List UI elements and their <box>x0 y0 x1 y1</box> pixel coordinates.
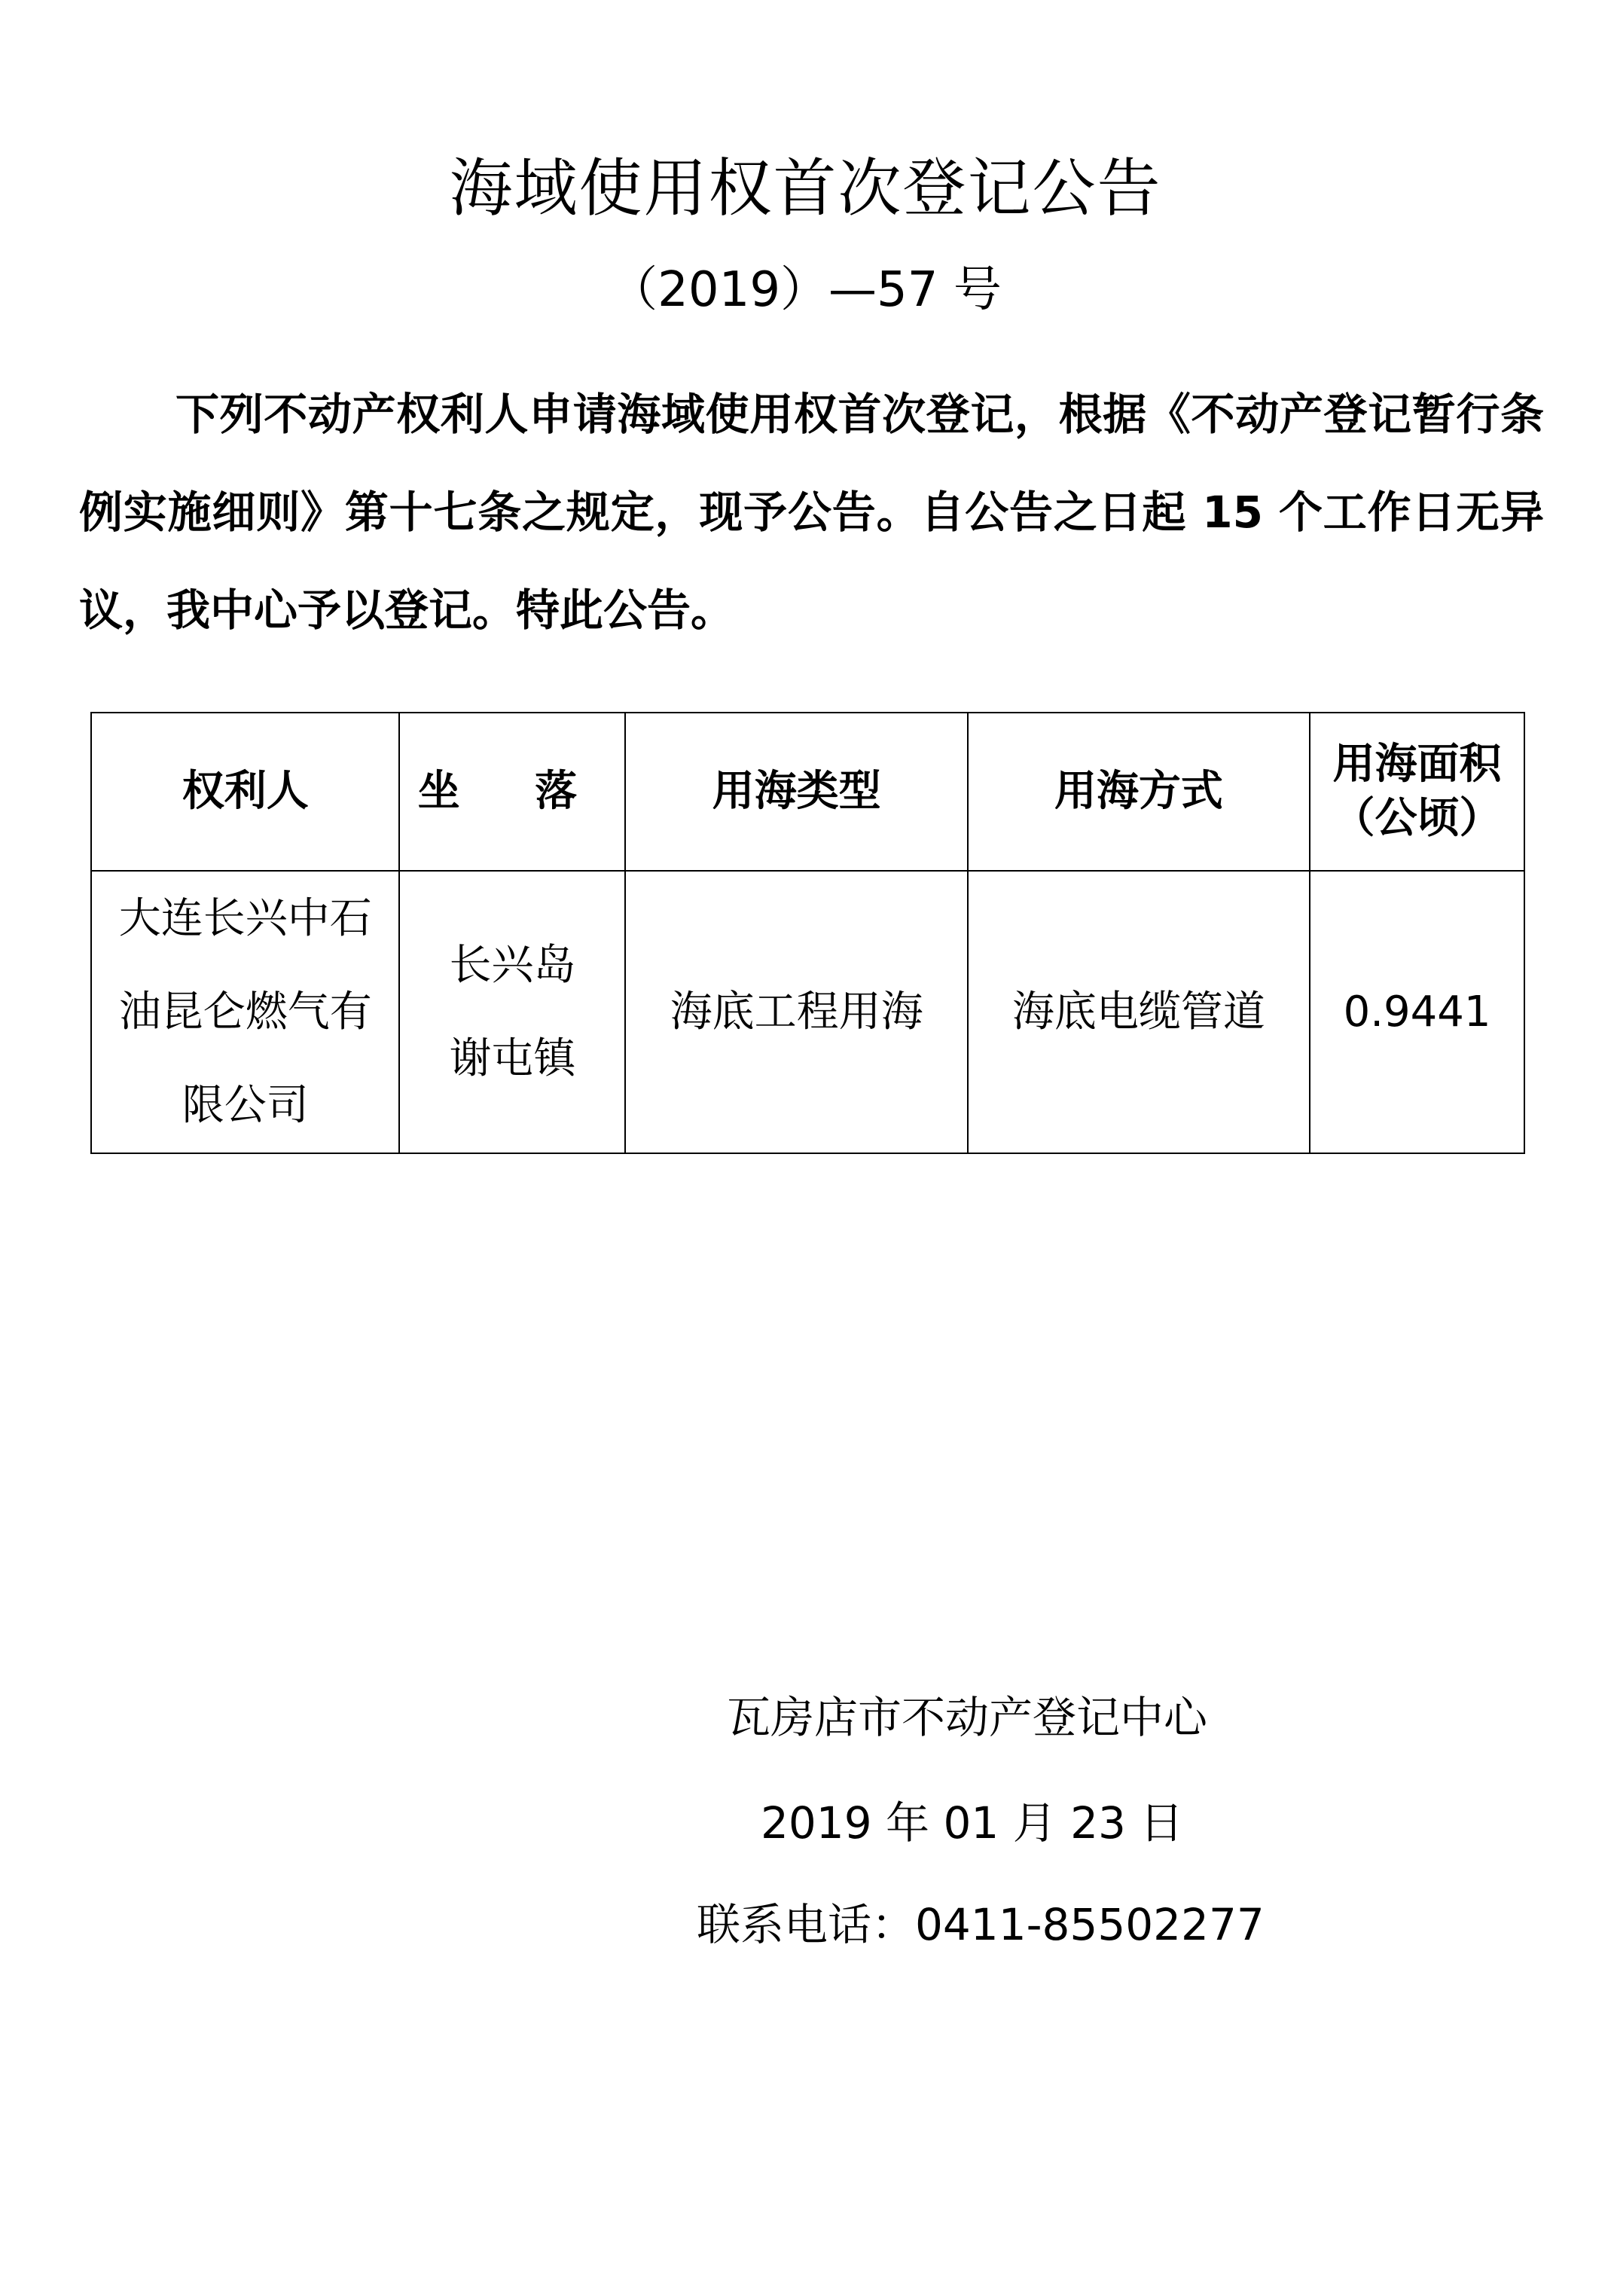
contact-phone: 联系电话：0411-85502277 <box>697 1899 1265 1950</box>
cell-area: 0.9441 <box>1310 871 1524 1153</box>
header-holder: 权利人 <box>91 713 399 871</box>
table-row <box>91 871 1524 1153</box>
cell-sea-use-type: 海底工程用海 <box>625 871 967 1153</box>
cell-location-line1: 长兴岛 <box>449 940 576 990</box>
table-header-row <box>91 713 1524 871</box>
header-location <box>399 713 625 871</box>
header-sea-use-method: 用海方式 <box>968 713 1310 871</box>
document-number: （2019）—57 号 <box>609 262 1002 318</box>
registration-table <box>90 712 1525 1154</box>
issuing-organization: 瓦房店市不动产登记中心 <box>727 1692 1208 1743</box>
cell-holder: 大连长兴中石油昆仑燃气有限公司 <box>91 871 399 1153</box>
cell-location-line2: 谢屯镇 <box>449 1034 576 1083</box>
header-area-line2: （公顷） <box>1332 794 1502 843</box>
issue-date: 2019 年 01 月 23 日 <box>761 1797 1184 1849</box>
cell-location <box>399 871 625 1153</box>
notice-title: 海域使用权首次登记公告 <box>449 151 1162 225</box>
header-sea-use-type: 用海类型 <box>625 713 967 871</box>
cell-sea-use-method: 海底电缆管道 <box>968 871 1310 1153</box>
header-area-line1: 用海面积 <box>1332 740 1502 789</box>
header-area <box>1310 713 1524 871</box>
notice-body: 下列不动产权利人申请海域使用权首次登记，根据《不动产登记暂行条例实施细则》第十七条之规定，现予公告。自公告之日起 15 个工作日无异议，我中心予以登记。特此公告。 <box>79 389 1544 636</box>
header-location-label: 坐 落 <box>417 767 608 816</box>
